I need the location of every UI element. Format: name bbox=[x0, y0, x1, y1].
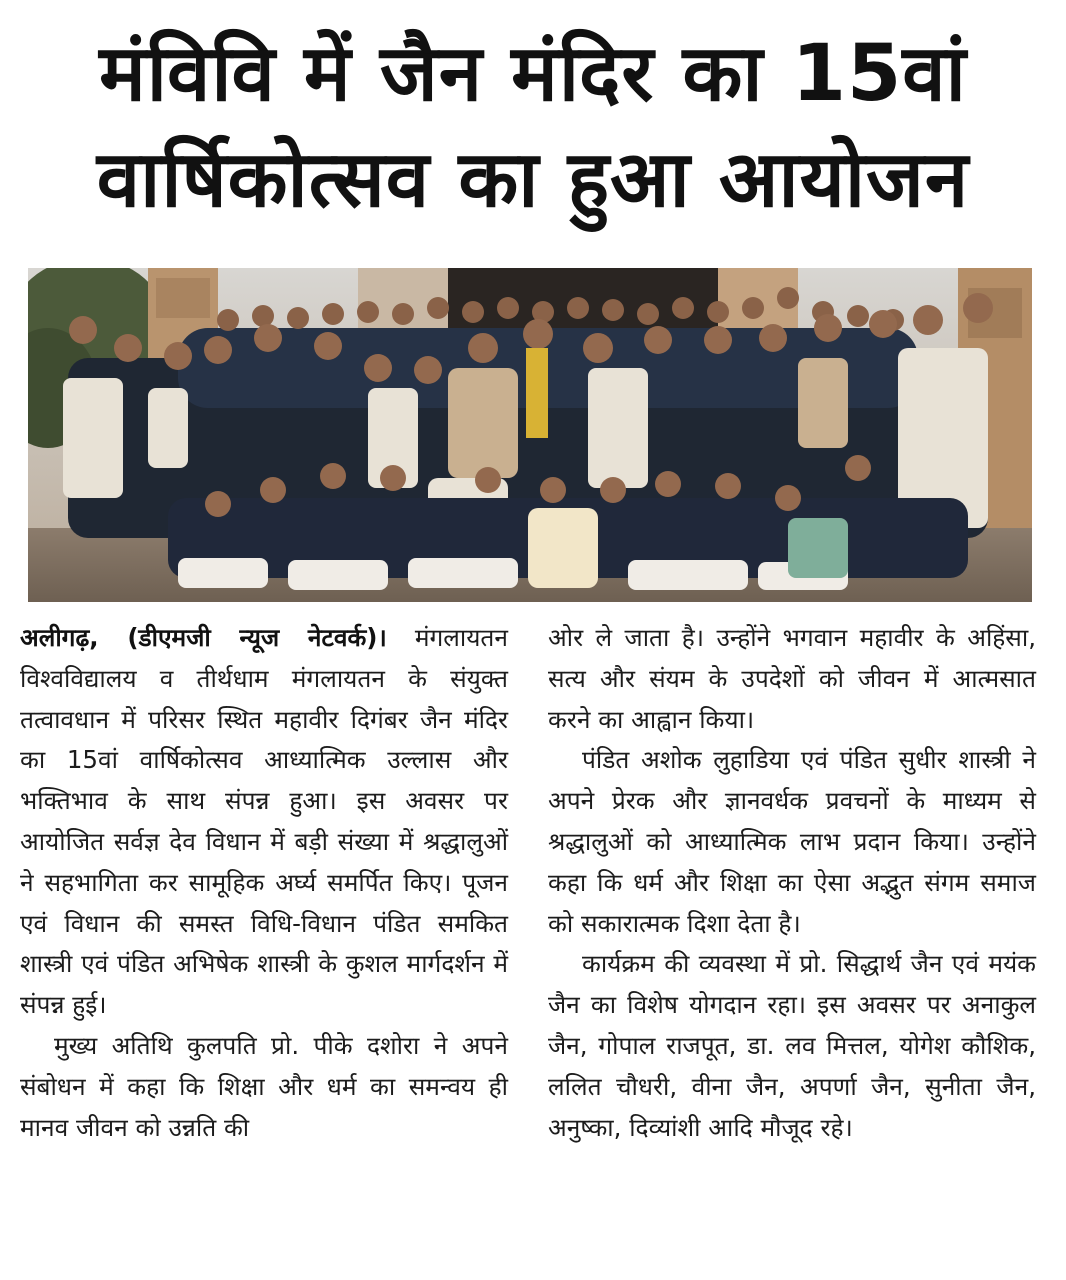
paragraph-1-text: मंगलायतन विश्वविद्यालय व तीर्थधाम मंगलायतन के संयुक्त तत्वावधान में परिसर स्थित महावीर दिगंबर जैन मंदिर का 15वां वार्षिकोत्सव आध्यात्मिक उल्लास और भक्तिभाव के साथ संपन्न हुआ। इस अवसर पर आयोजित सर्वज्ञ देव विधान में बड़ी संख्या में श्रद्धालुओं ने सहभागिता कर सामूहिक अर्घ्य समर्पित किए। पूजन एवं विधान की समस्त विधि-विधान पंडित समकित शास्त्री एवं पंडित अभिषेक शास्त्री के कुशल मार्गदर्शन में संपन्न हुई। bbox=[20, 623, 508, 1020]
group-photo bbox=[28, 268, 1032, 602]
article-column-left bbox=[20, 618, 508, 1148]
headline-line-2: वार्षिकोत्सव का हुआ आयोजन bbox=[96, 135, 970, 225]
dateline: अलीगढ़, (डीएमजी न्यूज नेटवर्क)। bbox=[20, 623, 387, 652]
article-column-right bbox=[548, 618, 1036, 1148]
article-paragraph-1 bbox=[20, 618, 508, 1026]
article-paragraph-4: कार्यक्रम की व्यवस्था में प्रो. सिद्धार्थ जैन एवं मयंक जैन का विशेष योगदान रहा। इस अवसर पर अनाकुल जैन, गोपाल राजपूत, डा. लव मित्तल, योगेश कौशिक, ललित चौधरी, वीना जैन, अपर्णा जैन, सुनीता जैन, अनुष्का, दिव्यांशी आदि मौजूद रहे। bbox=[548, 949, 1036, 1142]
article-paragraph-2-end: ओर ले जाता है। उन्होंने भगवान महावीर के अहिंसा, सत्य और संयम के उपदेशों को जीवन में आत्मसात करने का आह्वान किया। bbox=[548, 623, 1036, 734]
article-paragraph-2-start: मुख्य अतिथि कुलपति प्रो. पीके दशोरा ने अपने संबोधन में कहा कि शिक्षा और धर्म का समन्वय ही मानव जीवन को उन्नति की bbox=[20, 1030, 508, 1142]
group-photo-illustration bbox=[28, 268, 1032, 602]
headline-line-1: मंविवि में जैन मंदिर का 15वां bbox=[99, 29, 967, 119]
article-paragraph-3: पंडित अशोक लुहाडिया एवं पंडित सुधीर शास्त्री ने अपने प्रेरक और ज्ञानवर्धक प्रवचनों के माध्यम से श्रद्धालुओं को आध्यात्मिक लाभ प्रदान किया। उन्होंने कहा कि धर्म और शिक्षा का ऐसा अद्भुत संगम समाज को सकारात्मक दिशा देता है। bbox=[548, 745, 1036, 938]
